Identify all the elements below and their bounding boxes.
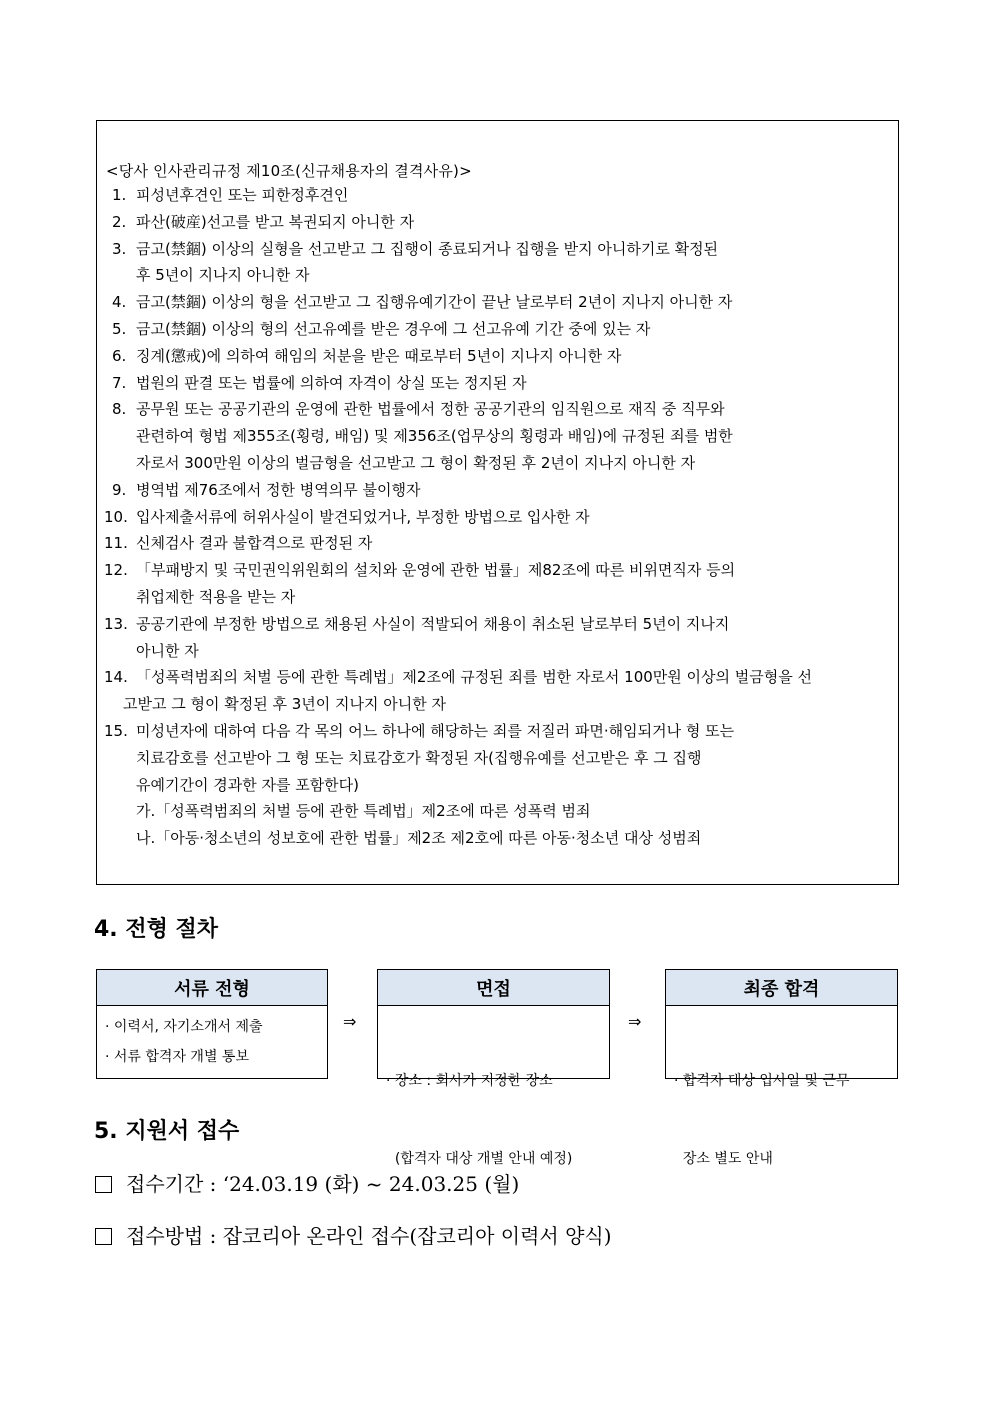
step-line: · 합격자 대상 입사일 및 근무 [674,1073,850,1089]
rule-text: 후 5년이 지나지 아니한 자 [136,266,310,285]
step-title: 면접 [378,970,609,1006]
rule-text: 신체검사 결과 불합격으로 판정된 자 [136,534,373,553]
rule-text: 파산(破産)선고를 받고 복권되지 아니한 자 [136,212,415,231]
rule-number: 4. [112,293,127,312]
rule-number: 7. [112,373,127,392]
checkbox-icon [95,1228,112,1245]
step-document-screening [96,969,328,1079]
disqualification-rules-box [96,120,899,885]
rule-text: 「부패방지 및 국민권익위원회의 설치와 운영에 관한 법률」제82조에 따른 비위면직자 등의 [136,561,736,580]
rule-number: 2. [112,212,127,231]
rule-text: 미성년자에 대하여 다음 각 목의 어느 하나에 해당하는 죄를 저질러 파면·해임되거나 형 또는 [136,722,735,740]
step-title: 최종 합격 [666,970,897,1006]
rule-text: 나.「아동·청소년의 성보호에 관한 법률」제2조 제2호에 따른 아동·청소년 대상 성범죄 [136,829,702,848]
rule-text: 유예기간이 경과한 자를 포함한다) [136,775,360,794]
checkbox-icon [95,1176,112,1193]
arrow-icon: ⇒ [628,1012,642,1031]
rule-text: 법원의 판결 또는 법률에 의하여 자격이 상실 또는 정지된 자 [136,373,527,392]
rule-text: 공공기관에 부정한 방법으로 채용된 사실이 적발되어 채용이 취소된 날로부터 5년이 지나지 [136,614,730,633]
rule-text: 관련하여 형법 제355조(횡령, 배임) 및 제356조(업무상의 횡령과 배임)에 규정된 죄를 범한 [136,427,733,446]
rules-title: <당사 인사관리규정 제10조(신규채용자의 결격사유)> [106,162,472,180]
step-line: (합격자 대상 개별 안내 예정) [386,1151,573,1167]
step-line: · 장소 : 회사가 지정한 장소 [386,1073,553,1089]
section-5-heading: 5. 지원서 접수 [94,1119,240,1144]
arrow-icon: ⇒ [343,1012,357,1031]
rule-number: 12. [104,561,128,580]
rule-text: 피성년후견인 또는 피한정후견인 [136,186,349,204]
application-method-text: 접수방법 : 잡코리아 온라인 접수(잡코리아 이력서 양식) [126,1224,612,1248]
rule-text: 금고(禁錮) 이상의 실형을 선고받고 그 집행이 종료되거나 집행을 받지 아니하기로 확정된 [136,239,719,258]
step-final-pass [665,969,898,1167]
rule-number: 15. [104,722,128,740]
rule-text: 아니한 자 [136,641,199,660]
rule-text: 자로서 300만원 이상의 벌금형을 선고받고 그 형이 확정된 후 2년이 지나지 아니한 자 [136,454,696,472]
rule-number: 1. [112,186,127,204]
rule-text: 치료감호를 선고받아 그 형 또는 치료감호가 확정된 자(집행유예를 선고받은 후 그 집행 [136,748,702,767]
rule-text: 금고(禁錮) 이상의 형의 선고유예를 받은 경우에 그 선고유예 기간 중에 있는 자 [136,320,651,338]
rule-text: 「성폭력범죄의 처벌 등에 관한 특례법」제2조에 규정된 죄를 범한 자로서 100만원 이상의 벌금형을 선 [136,668,813,687]
rule-number: 13. [104,614,128,633]
step-line: 장소 별도 안내 [674,1151,773,1167]
rule-text: 가.「성폭력범죄의 처벌 등에 관한 특례법」제2조에 따른 성폭력 범죄 [136,802,591,821]
rule-text: 입사제출서류에 허위사실이 발견되었거나, 부정한 방법으로 입사한 자 [136,507,590,526]
rule-text: 징계(懲戒)에 의하여 해임의 처분을 받은 때로부터 5년이 지나지 아니한 자 [136,346,622,365]
application-period [95,1168,519,1197]
rule-number: 9. [112,480,127,499]
step-line: · 이력서, 자기소개서 제출 [105,1019,263,1035]
application-method [95,1220,612,1249]
step-title: 서류 전형 [97,970,327,1006]
rule-text: 금고(禁錮) 이상의 형을 선고받고 그 집행유예기간이 끝난 날로부터 2년이 지나지 아니한 자 [136,293,733,312]
rule-number: 10. [104,507,128,526]
rule-number: 6. [112,346,127,365]
rule-text: 취업제한 적용을 받는 자 [136,588,296,606]
step-line: · 서류 합격자 개별 통보 [105,1049,249,1065]
section-4-heading: 4. 전형 절차 [94,917,218,942]
rule-number: 5. [112,320,127,338]
rule-text: 공무원 또는 공공기관의 운영에 관한 법률에서 정한 공공기관의 임직원으로 재직 중 직무와 [136,400,725,419]
rule-number: 3. [112,239,127,258]
rule-number: 8. [112,400,127,419]
rule-number: 14. [104,668,128,687]
rule-number: 11. [104,534,128,553]
rule-text: 고받고 그 형이 확정된 후 3년이 지나지 아니한 자 [123,695,446,714]
rule-text: 병역법 제76조에서 정한 병역의무 불이행자 [136,480,421,499]
application-period-text: 접수기간 : ‘24.03.19 (화) ~ 24.03.25 (월) [126,1172,520,1196]
step-interview [377,969,610,1167]
